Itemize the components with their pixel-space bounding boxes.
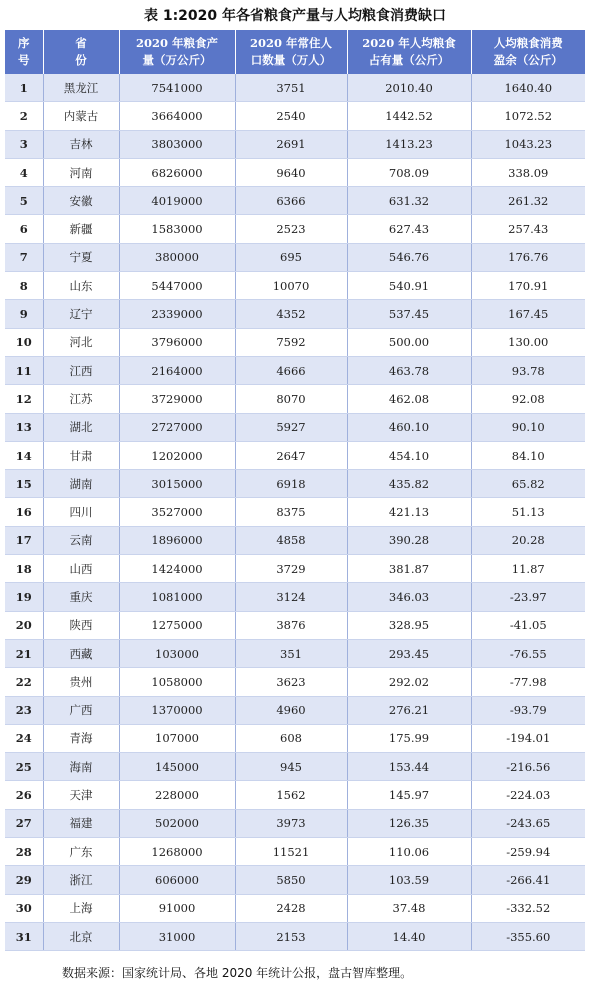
table-row — [5, 215, 585, 243]
cell-index: 28 — [5, 838, 43, 866]
cell-per-capita: 293.45 — [347, 639, 471, 667]
cell-surplus: 65.82 — [471, 470, 585, 498]
table-row — [5, 611, 585, 639]
cell-production: 1058000 — [119, 668, 235, 696]
table-row — [5, 668, 585, 696]
cell-per-capita: 627.43 — [347, 215, 471, 243]
cell-province: 吉林 — [43, 130, 119, 158]
cell-production: 3729000 — [119, 385, 235, 413]
header-province — [43, 30, 119, 74]
cell-surplus: -77.98 — [471, 668, 585, 696]
cell-per-capita: 540.91 — [347, 272, 471, 300]
cell-per-capita: 462.08 — [347, 385, 471, 413]
cell-index: 31 — [5, 922, 43, 950]
cell-per-capita: 37.48 — [347, 894, 471, 922]
cell-population: 1562 — [235, 781, 347, 809]
header-population-line: 口数量（万人） — [250, 53, 332, 67]
cell-index: 30 — [5, 894, 43, 922]
cell-province: 上海 — [43, 894, 119, 922]
cell-province: 湖南 — [43, 470, 119, 498]
cell-per-capita: 631.32 — [347, 187, 471, 215]
table-row — [5, 922, 585, 950]
cell-per-capita: 390.28 — [347, 526, 471, 554]
header-province-line: 省 — [75, 36, 87, 50]
cell-population: 4666 — [235, 356, 347, 384]
table-row — [5, 639, 585, 667]
cell-index: 12 — [5, 385, 43, 413]
header-per-capita-line: 2020 年人均粮食 — [362, 36, 456, 50]
cell-production: 3015000 — [119, 470, 235, 498]
cell-per-capita: 463.78 — [347, 356, 471, 384]
cell-index: 14 — [5, 441, 43, 469]
cell-index: 4 — [5, 158, 43, 186]
cell-surplus: 1072.52 — [471, 102, 585, 130]
cell-production: 3527000 — [119, 498, 235, 526]
cell-surplus: -23.97 — [471, 583, 585, 611]
cell-surplus: -243.65 — [471, 809, 585, 837]
table-row — [5, 555, 585, 583]
cell-production: 6826000 — [119, 158, 235, 186]
cell-population: 945 — [235, 753, 347, 781]
cell-province: 天津 — [43, 781, 119, 809]
cell-index: 15 — [5, 470, 43, 498]
cell-production: 1275000 — [119, 611, 235, 639]
cell-index: 11 — [5, 356, 43, 384]
data-source-note: 数据来源：国家统计局、各地 2020 年统计公报，盘古智库整理。 — [62, 966, 413, 980]
cell-surplus: -224.03 — [471, 781, 585, 809]
cell-population: 3973 — [235, 809, 347, 837]
cell-population: 5927 — [235, 413, 347, 441]
cell-per-capita: 153.44 — [347, 753, 471, 781]
cell-province: 西藏 — [43, 639, 119, 667]
cell-province: 江西 — [43, 356, 119, 384]
cell-population: 2540 — [235, 102, 347, 130]
cell-population: 8070 — [235, 385, 347, 413]
cell-province: 黑龙江 — [43, 74, 119, 102]
cell-index: 22 — [5, 668, 43, 696]
header-production — [119, 30, 235, 74]
table-row — [5, 385, 585, 413]
cell-surplus: 11.87 — [471, 555, 585, 583]
table-row — [5, 753, 585, 781]
cell-per-capita: 546.76 — [347, 243, 471, 271]
header-row — [5, 30, 585, 74]
cell-index: 17 — [5, 526, 43, 554]
table-row — [5, 74, 585, 102]
cell-production: 2164000 — [119, 356, 235, 384]
cell-province: 青海 — [43, 724, 119, 752]
cell-population: 2428 — [235, 894, 347, 922]
cell-province: 山东 — [43, 272, 119, 300]
cell-province: 内蒙古 — [43, 102, 119, 130]
cell-production: 1081000 — [119, 583, 235, 611]
cell-production: 1370000 — [119, 696, 235, 724]
cell-surplus: -194.01 — [471, 724, 585, 752]
cell-surplus: 130.00 — [471, 328, 585, 356]
cell-per-capita: 103.59 — [347, 866, 471, 894]
cell-surplus: 51.13 — [471, 498, 585, 526]
cell-population: 3751 — [235, 74, 347, 102]
table-row — [5, 583, 585, 611]
cell-population: 2153 — [235, 922, 347, 950]
cell-surplus: 261.32 — [471, 187, 585, 215]
cell-province: 江苏 — [43, 385, 119, 413]
cell-index: 13 — [5, 413, 43, 441]
cell-index: 27 — [5, 809, 43, 837]
cell-production: 1202000 — [119, 441, 235, 469]
cell-production: 1268000 — [119, 838, 235, 866]
table-row — [5, 781, 585, 809]
cell-population: 8375 — [235, 498, 347, 526]
cell-population: 695 — [235, 243, 347, 271]
cell-surplus: -355.60 — [471, 922, 585, 950]
cell-province: 河南 — [43, 158, 119, 186]
cell-population: 11521 — [235, 838, 347, 866]
cell-index: 26 — [5, 781, 43, 809]
cell-province: 海南 — [43, 753, 119, 781]
cell-production: 3803000 — [119, 130, 235, 158]
cell-population: 6918 — [235, 470, 347, 498]
cell-index: 1 — [5, 74, 43, 102]
cell-per-capita: 346.03 — [347, 583, 471, 611]
cell-index: 23 — [5, 696, 43, 724]
cell-province: 新疆 — [43, 215, 119, 243]
cell-province: 山西 — [43, 555, 119, 583]
table-row — [5, 102, 585, 130]
header-production-line: 2020 年粮食产 — [135, 36, 218, 50]
header-surplus-line: 盈余（公斤） — [493, 53, 563, 67]
table-row — [5, 356, 585, 384]
cell-per-capita: 126.35 — [347, 809, 471, 837]
cell-population: 5850 — [235, 866, 347, 894]
cell-surplus: 20.28 — [471, 526, 585, 554]
header-population — [235, 30, 347, 74]
cell-population: 2523 — [235, 215, 347, 243]
cell-province: 四川 — [43, 498, 119, 526]
cell-production: 91000 — [119, 894, 235, 922]
cell-per-capita: 1442.52 — [347, 102, 471, 130]
cell-index: 20 — [5, 611, 43, 639]
cell-population: 9640 — [235, 158, 347, 186]
cell-province: 广西 — [43, 696, 119, 724]
cell-province: 福建 — [43, 809, 119, 837]
cell-surplus: -76.55 — [471, 639, 585, 667]
cell-per-capita: 500.00 — [347, 328, 471, 356]
table-row — [5, 158, 585, 186]
cell-surplus: 176.76 — [471, 243, 585, 271]
cell-province: 广东 — [43, 838, 119, 866]
cell-province: 河北 — [43, 328, 119, 356]
cell-surplus: -216.56 — [471, 753, 585, 781]
cell-per-capita: 2010.40 — [347, 74, 471, 102]
cell-production: 1583000 — [119, 215, 235, 243]
cell-population: 4960 — [235, 696, 347, 724]
cell-surplus: 84.10 — [471, 441, 585, 469]
header-per-capita — [347, 30, 471, 74]
table-row — [5, 300, 585, 328]
cell-index: 10 — [5, 328, 43, 356]
cell-population: 10070 — [235, 272, 347, 300]
cell-province: 辽宁 — [43, 300, 119, 328]
cell-production: 145000 — [119, 753, 235, 781]
cell-index: 25 — [5, 753, 43, 781]
table-row — [5, 272, 585, 300]
cell-surplus: 1640.40 — [471, 74, 585, 102]
cell-province: 宁夏 — [43, 243, 119, 271]
cell-per-capita: 328.95 — [347, 611, 471, 639]
cell-production: 3664000 — [119, 102, 235, 130]
cell-per-capita: 435.82 — [347, 470, 471, 498]
cell-province: 贵州 — [43, 668, 119, 696]
cell-production: 31000 — [119, 922, 235, 950]
cell-surplus: 90.10 — [471, 413, 585, 441]
cell-surplus: 170.91 — [471, 272, 585, 300]
cell-surplus: 167.45 — [471, 300, 585, 328]
cell-per-capita: 14.40 — [347, 922, 471, 950]
cell-population: 2691 — [235, 130, 347, 158]
cell-per-capita: 460.10 — [347, 413, 471, 441]
cell-production: 606000 — [119, 866, 235, 894]
cell-per-capita: 421.13 — [347, 498, 471, 526]
cell-production: 2339000 — [119, 300, 235, 328]
grain-table — [5, 30, 585, 951]
cell-population: 6366 — [235, 187, 347, 215]
table-row — [5, 809, 585, 837]
cell-index: 9 — [5, 300, 43, 328]
header-population-line: 2020 年常住人 — [249, 36, 332, 50]
cell-province: 北京 — [43, 922, 119, 950]
cell-population: 3124 — [235, 583, 347, 611]
cell-per-capita: 537.45 — [347, 300, 471, 328]
cell-production: 228000 — [119, 781, 235, 809]
cell-production: 380000 — [119, 243, 235, 271]
table-row — [5, 526, 585, 554]
cell-index: 19 — [5, 583, 43, 611]
cell-province: 甘肃 — [43, 441, 119, 469]
cell-production: 4019000 — [119, 187, 235, 215]
table-row — [5, 894, 585, 922]
cell-index: 7 — [5, 243, 43, 271]
table-row — [5, 866, 585, 894]
cell-province: 重庆 — [43, 583, 119, 611]
cell-population: 3623 — [235, 668, 347, 696]
cell-surplus: -41.05 — [471, 611, 585, 639]
cell-per-capita: 276.21 — [347, 696, 471, 724]
header-index-line: 号 — [18, 53, 30, 67]
cell-index: 5 — [5, 187, 43, 215]
cell-surplus: 338.09 — [471, 158, 585, 186]
cell-production: 5447000 — [119, 272, 235, 300]
cell-index: 8 — [5, 272, 43, 300]
table-body — [5, 74, 585, 951]
cell-production: 2727000 — [119, 413, 235, 441]
cell-index: 29 — [5, 866, 43, 894]
header-surplus — [471, 30, 585, 74]
cell-province: 云南 — [43, 526, 119, 554]
cell-index: 21 — [5, 639, 43, 667]
table-row — [5, 413, 585, 441]
cell-index: 6 — [5, 215, 43, 243]
header-index — [5, 30, 43, 74]
table-row — [5, 243, 585, 271]
table-row — [5, 441, 585, 469]
cell-surplus: 92.08 — [471, 385, 585, 413]
cell-province: 陕西 — [43, 611, 119, 639]
cell-surplus: 1043.23 — [471, 130, 585, 158]
table-row — [5, 724, 585, 752]
cell-index: 16 — [5, 498, 43, 526]
cell-index: 24 — [5, 724, 43, 752]
cell-per-capita: 292.02 — [347, 668, 471, 696]
table-row — [5, 838, 585, 866]
cell-index: 18 — [5, 555, 43, 583]
cell-per-capita: 1413.23 — [347, 130, 471, 158]
cell-production: 1424000 — [119, 555, 235, 583]
cell-population: 7592 — [235, 328, 347, 356]
cell-per-capita: 708.09 — [347, 158, 471, 186]
cell-population: 3876 — [235, 611, 347, 639]
cell-surplus: 257.43 — [471, 215, 585, 243]
table-row — [5, 696, 585, 724]
cell-surplus: -93.79 — [471, 696, 585, 724]
table-title: 表 1:2020 年各省粮食产量与人均粮食消费缺口 — [143, 8, 447, 24]
cell-population: 4352 — [235, 300, 347, 328]
header-production-line: 量（万公斤） — [142, 53, 212, 67]
cell-production: 103000 — [119, 639, 235, 667]
header-province-line: 份 — [75, 53, 87, 67]
cell-surplus: -332.52 — [471, 894, 585, 922]
cell-population: 3729 — [235, 555, 347, 583]
cell-population: 351 — [235, 639, 347, 667]
cell-per-capita: 454.10 — [347, 441, 471, 469]
cell-province: 湖北 — [43, 413, 119, 441]
table-row — [5, 470, 585, 498]
header-surplus-line: 人均粮食消费 — [493, 36, 563, 50]
cell-population: 2647 — [235, 441, 347, 469]
cell-production: 502000 — [119, 809, 235, 837]
table-row — [5, 328, 585, 356]
cell-per-capita: 175.99 — [347, 724, 471, 752]
cell-production: 7541000 — [119, 74, 235, 102]
cell-production: 107000 — [119, 724, 235, 752]
cell-per-capita: 110.06 — [347, 838, 471, 866]
cell-province: 安徽 — [43, 187, 119, 215]
cell-per-capita: 145.97 — [347, 781, 471, 809]
header-index-line: 序 — [18, 36, 30, 50]
cell-population: 608 — [235, 724, 347, 752]
table-row — [5, 187, 585, 215]
cell-surplus: -259.94 — [471, 838, 585, 866]
cell-index: 3 — [5, 130, 43, 158]
table-row — [5, 498, 585, 526]
cell-population: 4858 — [235, 526, 347, 554]
cell-production: 3796000 — [119, 328, 235, 356]
header-per-capita-line: 占有量（公斤） — [368, 53, 450, 67]
cell-surplus: 93.78 — [471, 356, 585, 384]
cell-per-capita: 381.87 — [347, 555, 471, 583]
cell-production: 1896000 — [119, 526, 235, 554]
cell-index: 2 — [5, 102, 43, 130]
cell-province: 浙江 — [43, 866, 119, 894]
table-row — [5, 130, 585, 158]
cell-surplus: -266.41 — [471, 866, 585, 894]
